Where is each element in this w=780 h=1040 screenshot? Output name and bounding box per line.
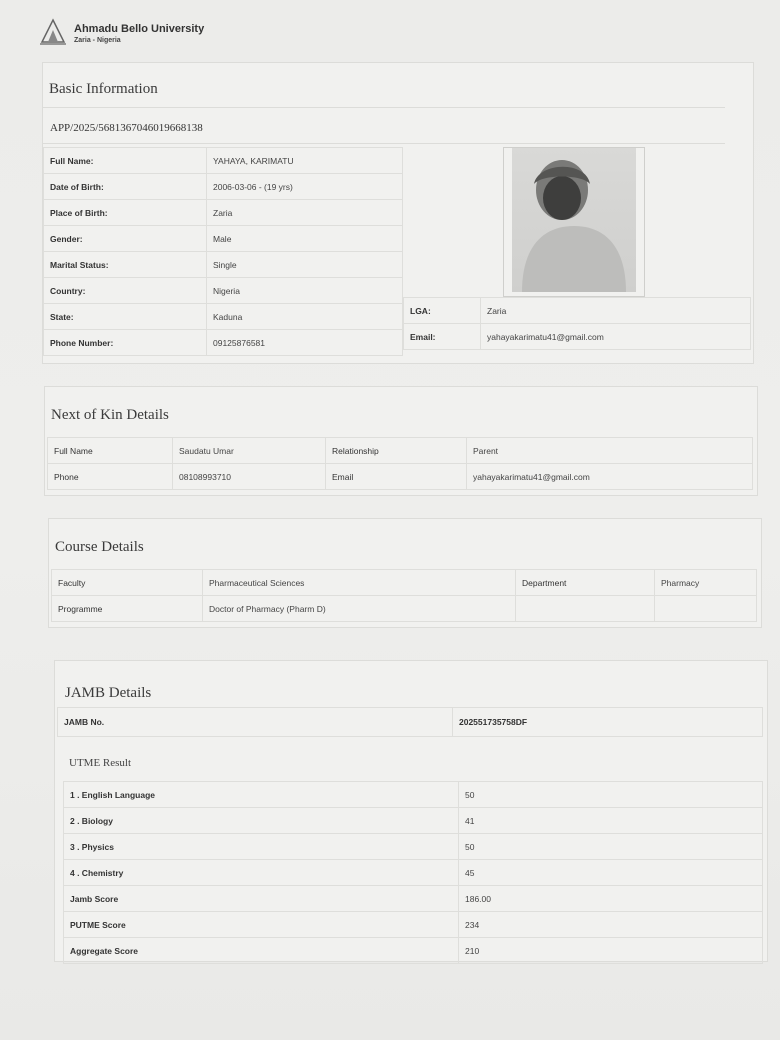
passport-photo: [512, 148, 636, 292]
next-of-kin-section: [44, 386, 758, 496]
section-title: Basic Information: [49, 81, 158, 97]
course-table: [51, 569, 757, 622]
table-row: Marital Status: Single: [44, 252, 403, 278]
person-photo-icon: [512, 148, 636, 292]
table-row: Place of Birth: Zaria: [44, 200, 403, 226]
table-row: Full Name Saudatu Umar Relationship Parent: [48, 438, 753, 464]
table-row: Date of Birth: 2006-03-06 - (19 yrs): [44, 174, 403, 200]
table-row: Gender: Male: [44, 226, 403, 252]
utme-results-table: [63, 781, 763, 964]
lga-email-table: [403, 297, 751, 350]
table-row: Country: Nigeria: [44, 278, 403, 304]
table-row: State: Kaduna: [44, 304, 403, 330]
basic-information-section: [42, 62, 754, 364]
table-row: Full Name: YAHAYA, KARIMATU: [44, 148, 403, 174]
basic-info-table: [43, 147, 403, 356]
table-row: Faculty Pharmaceutical Sciences Department Pharmacy: [52, 570, 757, 596]
table-row: 1 . English Language 50: [64, 782, 763, 808]
jamb-number-table: [57, 707, 763, 737]
course-details-section: [48, 518, 762, 628]
table-row: PUTME Score 234: [64, 912, 763, 938]
university-location: Zaria - Nigeria: [74, 37, 121, 44]
table-row: Aggregate Score 210: [64, 938, 763, 964]
application-number: APP/2025/5681367046019668138: [50, 122, 203, 134]
table-row: Phone 08108993710 Email yahayakarimatu41@gmail.com: [48, 464, 753, 490]
kin-table: [47, 437, 753, 490]
section-title: Next of Kin Details: [51, 407, 169, 423]
section-title: JAMB Details: [65, 685, 152, 701]
passport-photo-frame: [503, 147, 645, 297]
table-row: Programme Doctor of Pharmacy (Pharm D): [52, 596, 757, 622]
university-logo-icon: [38, 18, 68, 46]
table-row: 4 . Chemistry 45: [64, 860, 763, 886]
university-header: [38, 18, 204, 46]
table-row: Phone Number: 09125876581: [44, 330, 403, 356]
university-name: Ahmadu Bello University: [74, 23, 205, 35]
jamb-details-section: [54, 660, 768, 962]
table-row: 2 . Biology 41: [64, 808, 763, 834]
table-row: Email: yahayakarimatu41@gmail.com: [404, 324, 751, 350]
table-row: 3 . Physics 50: [64, 834, 763, 860]
utme-result-title: UTME Result: [69, 757, 132, 769]
section-title: Course Details: [55, 539, 144, 555]
table-row: JAMB No. 202551735758DF: [58, 708, 763, 737]
table-row: Jamb Score 186.00: [64, 886, 763, 912]
table-row: LGA: Zaria: [404, 298, 751, 324]
